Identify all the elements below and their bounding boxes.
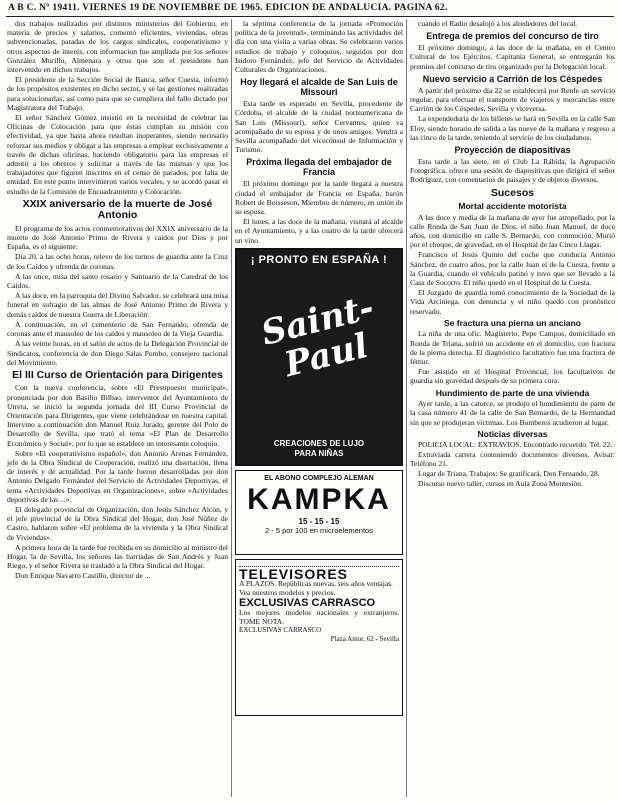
article-paragraph: El señor Sánchez Gómez insistió en la necesidad de celebrar las Oficinas de Colocación para que éstas cumplan su misión con efectividad, ya que hasta ahora resultan inoperantes, siendo necesario reforzar sus medios y obligar a las empresas a emplear exclusivamente a través de dichas oficinas, haciendo obligatorio para las empresas el admitir a los obreros y solicitar a través de las mismas y que los trabajadores que figuren inscritos en el censo de parados, por falta de entidad. En este punto intervinieron varios vocales, y se acordó pasar el estudio de la Comisión de Encuadramiento y Colocación. — [7, 113, 228, 196]
note-item: POLICIA LOCAL: EXTRAVIOS. Encontrado recuerdo. Tel. 22. — [418, 440, 613, 450]
article-paragraph: A las doce y media de la mañana de ayer fue atropellado, por la calle Ronda de San Juan de Dios, el niño Juan Manuel, de doce años, con domicilio en calle S. Bernardo, con conmoción. Murió por el choque, de gravedad, en el Hospital de las Cinco Llagas. — [410, 212, 615, 250]
note-item: Extraviada cartera conteniendo documentos diversos. Avisar: Teléfono 21. — [410, 450, 615, 469]
headline-carrion: Nuevo servicio a Carrión de los Céspedes — [422, 73, 603, 84]
article-paragraph: Esta tarde es esperado en Sevilla, procedente de Córdoba, el alcalde de la ciudad norteamericana de San Luis (Missouri), señor Cervantes, quien va acompañado de su esposa y de unos amigos. Vendrá a Sevilla acompañado del vicecónsul de Información y Turismo. — [235, 99, 403, 155]
article-paragraph: cuando el Radio desalojó a los alrededores del local. — [418, 19, 578, 28]
headline-diapositivas: Proyección de diapositivas — [454, 145, 571, 156]
ad-tagline-line: PARA NIÑAS — [294, 448, 344, 458]
article-paragraph: dos trabajos realizados por distintos ministerios del Gobierno, en materia de precios y salarios, comentó eficientes, viviendas, obras subvencionadas, paradas de los cargos sindicales, cooperativismo y otros aspectos de interés, con informacion fue ampliada por los señores González Murillo, Almenara y otros que son el presidente han intervenido en dichos trabajos. — [7, 19, 228, 75]
ad-tagline — [237, 439, 401, 459]
article-paragraph: Don Enrique Navarro Castillo, director de ... — [15, 571, 151, 581]
article-paragraph: El presidente de la Sección Social de Banca, señor Cuesta, informó de los propósitos existentes en dicho sector, y se las gestiones realizadas para solucionarlas, así como para que se cumpliera del fallo dictado por Magistratura del Trabajo. — [7, 75, 228, 112]
headline-concurso-tiro: Entrega de premios del concurso de tiro — [426, 31, 599, 42]
column-right — [410, 19, 615, 797]
article-paragraph: El próximo domingo por la tarde llegará a nuestra ciudad el embajador de Francia en España, barón Robert de Boisseson, Miembro de número, en unión de su esposa. — [235, 179, 403, 217]
article-paragraph: La niña de una ofic. Magisterio, Pepe Campos, domiciliado en Ronda de Triana, sufrió un accidente en el domicilio, con fractura de la pierna derecha. El diagnóstico facultativo fue una fractura de fémur. — [410, 329, 615, 366]
ad-address: Plaza Amor, 62 - Sevilla — [330, 634, 399, 643]
ad-brand-script: Saint-Paul — [257, 287, 378, 385]
article-paragraph: la séptima conferencia de la jornada «Promoción política de la juventud», terminando las actividades del día con una visita a varias obras. Se celebraron varios estudios de trabajo y coloquios, seguidos por don Isidoro Fernández, jefe del Servicio de Actividades Culturales de Organizaciones. — [235, 19, 403, 75]
column-divider — [406, 19, 407, 797]
ad-note: 2 - 5 por 100 en microelementos — [265, 526, 373, 536]
ad-headline: ¡ PRONTO EN ESPAÑA ! — [250, 253, 388, 266]
article-paragraph: El lunes, a las doce de la mañana, visitará al alcalde en el Ayuntamiento, y a las cuatro de la tarde ofrecerá un vino. — [235, 217, 403, 245]
note-item: Discurso nuevo taller, cursos en Aula Zona Montesión. — [418, 479, 583, 489]
ad-brand: TELEVISORES — [239, 565, 349, 582]
article-paragraph: Día 20, a las ocho horas, relevo de los turnos de guardia ante la Cruz de los Caídos y ofrenda de coronas. — [7, 252, 228, 271]
ad-text: Los mejores modelos nacionales y extranjeros. TOME NOTA. — [239, 608, 399, 627]
section-sucesos: Sucesos — [490, 186, 535, 199]
ad-exclusive: EXCLUSIVAS CARRASCO — [239, 597, 376, 610]
article-paragraph: A partir del próximo día 22 se establecerá por Renfe un servicio regular, para efectuar el transporte de viajeros y mercancías entre Carrión de los Céspedes, Sevilla y viceversa. — [410, 85, 615, 114]
headline-noticias: Noticias diversas — [477, 428, 548, 439]
headline-hundimiento: Hundimiento de parte de una vivienda — [435, 387, 590, 398]
article-paragraph: Ayer tarde, a las catorce, se produjo el hundimiento de parte de la casa número 41 de la calle de San Bernardo, de la Hermandad sin que se produjeran víctimas. Los Bomberos acudieron al lugar. — [410, 399, 615, 427]
ad-brand: KAMPKA — [247, 483, 391, 517]
note-item: Lugar de Triana, Trabajos: Se gratificará, Don Fernando, 28. — [418, 469, 600, 479]
headline-jose-antonio: XXIX aniversario de la muerte de José Antonio — [22, 197, 213, 222]
article-paragraph: A continuación, en el cementerio de San Fernando, ofrenda de coronas ante el mausoleo de los caídos y mausoleo de la Vieja Guardia. — [7, 319, 228, 339]
advertisement-kampka — [235, 470, 403, 555]
headline-accidente: Mortal accidente motorista — [458, 201, 567, 212]
advertisement-saint-paul — [235, 248, 403, 466]
headline-alcalde-missouri: Hoy llegará el alcalde de San Luis de Missouri — [240, 77, 398, 98]
ad-tagline-line: CREACIONES DE LUJO — [273, 438, 365, 448]
column-divider — [231, 19, 232, 797]
article-paragraph: La expendeduría de los billetes se hará en Sevilla en la calle San Eloy, siendo horario de salida a las nueve de la mañana y regreso a las cinco de la tarde, teniendo al servicio de los ciudadanos. — [410, 114, 615, 142]
article-paragraph: Esta tarde a las siete, en el Club La Rábida, la Agrupación Fotográfica, ofrece una sesión de diapositivas que dirigirá el señor Rodríguez, con comentarios de paisajes y de objetos diversos. — [410, 157, 615, 185]
ad-text: Vea nuestros modelos y precios. — [239, 588, 336, 598]
article-paragraph: El Juzgado de guardia tomó conocimiento de la Sociedad de la Vida Arciniega, con denuncia y el niño quedó con pronóstico reservado. — [410, 288, 615, 316]
column-left — [7, 19, 228, 797]
article-paragraph: Fue asistido en el Hospital Provincial, los facultativos de guardia sin gravedad después de su primera cura. — [410, 367, 615, 386]
headline-curso-orientacion: El III Curso de Orientación para Dirigentes — [12, 368, 223, 381]
advertisement-televisores — [235, 559, 403, 716]
article-paragraph: Francisco el Jesús Quinto del coche que conducía Antonio Sánchez, de cuatro años, por la calle Juan el de la Cuesta, frente a la Guardia, cuando el vehículo patinó y tuvo que ser llevado a la Casa de Socorro. El niño quedó en el Hospital de la Cuesta. — [410, 250, 615, 288]
masthead: A B C. Nº 19411. VIERNES 19 DE NOVIEMBRE DE 1965. EDICION DE ANDALUCIA. PAGINA 62. — [8, 3, 448, 13]
headline-fractura: Se fractura una pierna un anciano — [444, 317, 581, 328]
ad-text: A PLAZOS. Repúblicas nuevas, seis años ventajas. — [239, 579, 393, 589]
article-paragraph: A las veinte horas, en el salón de actos de la Delegación Provincial de Sindicatos, conferencia de don Diego Salas Pombo, consejero nacional del Movimiento. — [7, 339, 228, 367]
ad-subtitle: EL ABONO COMPLEJO ALEMAN — [264, 474, 374, 482]
article-paragraph: Sobre «El cooperativismo español», don Antonio Arenas Fernández, jefe de la Obra Sindical de Cooperación, realizó una disertación, llena de interés y de actualidad. Por la tarde fueron desarrolladas por don Antonio Delgado Fernández del Servicio de Actividades Deportivas, el tema «Actividades Deportivas en Organizaciones», sobre «Actividades deportivas de las ...». — [7, 448, 228, 504]
column-middle — [235, 19, 403, 797]
article-paragraph: A las once, misa del santo rosario y Santuario de la Catedral de los Caídos. — [7, 271, 228, 291]
article-paragraph: Con la nueva conferencia, sobre «El Presupuesto municipal», pronunciada por don Basilio Bilbao, interventor del Ayuntamiento de Utrera, se inició la segunda jornada del III Curso Provincial de Orientación para Dirigentes, que viene celebrándose en nuestra capital. Intervino a continuación don Manuel Ruiz Jurado, gerente del Polo de Desarrollo de Sevilla, que trató el tema «El Plan de Desarrollo Económico y Social», por lo que se establece un interesante coloquio. — [7, 383, 228, 448]
article-paragraph: El próximo domingo, a las doce de la mañana, en el Centro Cultural de los Ejércitos, Capitanía General, se entregarán los premios del concurso de tiro organizado por la Delegación local. — [410, 43, 615, 71]
masthead-rule — [6, 16, 614, 17]
article-paragraph: A las doce, en la parroquia del Divino Salvador, se celebrará una misa funeral en sufragio de las almas de José Antonio Primo de Rivera y demás caídos de nuestra Guerra de Liberación. — [7, 291, 228, 319]
ad-small: EXCLUSIVAS CARRASCO — [239, 626, 322, 635]
article-paragraph: El delegado provincial de Organización, don Jesús Sánchez Alcón, y el jefe provincial de la Obra Sindical del Hogar, don José Núñez de Castro, hablaron sobre «El problema de la vivienda y la Obra Sindical de Viviendas». — [7, 505, 228, 542]
article-paragraph: El programa de los actos conmemorativos del XXIX aniversario de la muerte de José Antonio Primo de Rivera y caídos por Dios y por España, es el siguiente: — [7, 223, 228, 252]
classified-notes — [410, 440, 615, 488]
ad-formula: 15 - 15 - 15 — [298, 517, 340, 527]
article-paragraph: A primera hora de la tarde fue recibida en su domicilio al ministro del Hogar, la de Sevilla, los señores las barriadas de San Andrés y Juan Riego, y el señor Rivera se trasladó a la Obra Sindical del Hogar. — [7, 542, 228, 571]
headline-embajador-francia: Próxima llegada del embajador de Francia — [246, 157, 392, 178]
